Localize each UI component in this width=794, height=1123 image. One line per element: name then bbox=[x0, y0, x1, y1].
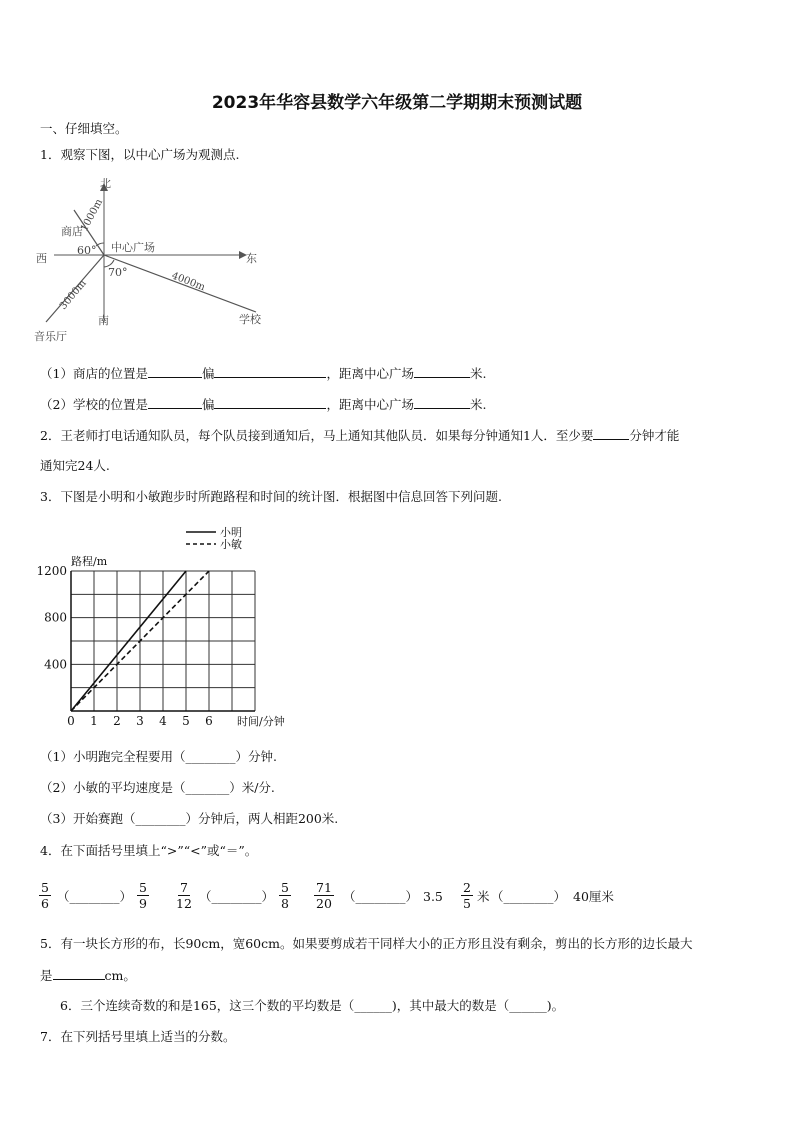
question-4-stem: 4．在下面括号里填上“>”“<”或“＝”。 bbox=[40, 843, 258, 858]
legend-label: 小敏 bbox=[220, 538, 242, 551]
answer-blank[interactable] bbox=[148, 365, 202, 378]
y-axis-label: 路程/m bbox=[71, 555, 108, 568]
y-tick-label: 400 bbox=[44, 657, 67, 672]
comparison-blank[interactable]: （________） bbox=[57, 889, 133, 904]
fraction: $\frac{7}{12}$ bbox=[176, 880, 192, 911]
question-3-part-2: （2）小敏的平均速度是（_______）米/分. bbox=[40, 780, 275, 795]
dist-shop-label: 1000m bbox=[78, 197, 106, 234]
question-2-line-1: 2．王老师打电话通知队员，每个队员接到通知后，马上通知其他队员．如果每分钟通知1人．至少要 分钟才能 bbox=[40, 428, 680, 443]
question-3-stem: 3．下图是小明和小敏跑步时所跑路程和时间的统计图．根据图中信息回答下列问题. bbox=[40, 489, 502, 504]
fraction: $\frac{5}{6}$ bbox=[41, 880, 49, 911]
direction-diagram bbox=[34, 172, 284, 344]
x-tick-label: 0 bbox=[67, 714, 75, 728]
shop-label: 商店 bbox=[61, 225, 83, 238]
fraction: $\frac{71}{20}$ bbox=[316, 880, 332, 911]
question-1-stem: 1．观察下图，以中心广场为观测点. bbox=[40, 147, 240, 162]
legend-label: 小明 bbox=[220, 526, 242, 539]
x-tick-label: 6 bbox=[205, 714, 213, 728]
unit-label: 米 bbox=[477, 889, 490, 904]
question-3-part-3: （3）开始赛跑（________）分钟后，两人相距200米. bbox=[40, 811, 339, 826]
x-tick-label: 3 bbox=[136, 714, 144, 728]
dist-school-label: 4000m bbox=[169, 270, 207, 294]
west-label: 西 bbox=[36, 252, 47, 265]
x-axis-label: 时间/分钟 bbox=[237, 715, 285, 728]
angle-school-label: 70° bbox=[108, 266, 128, 279]
angle-arc-shop bbox=[96, 243, 104, 246]
question-7: 7．在下列括号里填上适当的分数。 bbox=[40, 1029, 236, 1044]
school-label: 学校 bbox=[239, 313, 261, 326]
fraction: $\frac{2}{5}$ bbox=[463, 880, 471, 911]
answer-blank[interactable] bbox=[214, 396, 326, 409]
distance-time-chart bbox=[36, 524, 326, 732]
answer-blank[interactable] bbox=[148, 396, 202, 409]
answer-blank[interactable] bbox=[593, 427, 629, 440]
fraction: $\frac{5}{8}$ bbox=[281, 880, 289, 911]
comparison-blank[interactable]: （________） bbox=[491, 889, 567, 904]
answer-blank[interactable] bbox=[414, 365, 470, 378]
angle-shop-label: 60° bbox=[77, 244, 97, 257]
question-5-line-2: 是 cm。 bbox=[40, 968, 136, 983]
question-1-part-1: （1）商店的位置是 偏 ，距离中心广场 米. bbox=[40, 366, 487, 381]
x-tick-label: 1 bbox=[90, 714, 98, 728]
dist-music-label: 3000m bbox=[57, 278, 89, 312]
south-label: 南 bbox=[98, 314, 109, 327]
section-heading: 一、仔细填空。 bbox=[40, 121, 128, 136]
music-label: 音乐厅 bbox=[34, 330, 67, 343]
answer-blank[interactable] bbox=[214, 365, 326, 378]
fraction: $\frac{5}{9}$ bbox=[139, 880, 147, 911]
question-1-part-2: （2）学校的位置是 偏 ，距离中心广场 米. bbox=[40, 397, 487, 412]
comparison-blank[interactable]: （________） bbox=[199, 889, 275, 904]
question-2-line-2: 通知完24人. bbox=[40, 458, 110, 473]
decimal-value: 3.5 bbox=[423, 889, 443, 904]
length-value: 40厘米 bbox=[573, 889, 614, 904]
page-title: 2023年华容县数学六年级第二学期期末预测试题 bbox=[211, 93, 583, 113]
y-tick-label: 1200 bbox=[36, 564, 67, 578]
question-5-line-1: 5．有一块长方形的布，长90cm，宽60cm。如果要剪成若干同样大小的正方形且没有剩余，剪出的长方形的边长最大 bbox=[40, 936, 693, 951]
x-tick-label: 5 bbox=[182, 714, 190, 728]
answer-blank[interactable] bbox=[414, 396, 470, 409]
question-3-part-1: （1）小明跑完全程要用（________）分钟. bbox=[40, 749, 277, 764]
answer-blank[interactable] bbox=[53, 967, 105, 980]
y-tick-label: 800 bbox=[44, 610, 67, 625]
x-tick-label: 2 bbox=[113, 714, 121, 728]
comparison-blank[interactable]: （________） bbox=[343, 889, 419, 904]
center-label: 中心广场 bbox=[111, 241, 155, 254]
east-label: 东 bbox=[246, 252, 257, 265]
question-6: 6．三个连续奇数的和是165，这三个数的平均数是（______)，其中最大的数是（______)。 bbox=[60, 998, 565, 1013]
x-tick-label: 4 bbox=[159, 714, 167, 728]
north-label: 北 bbox=[100, 177, 111, 190]
